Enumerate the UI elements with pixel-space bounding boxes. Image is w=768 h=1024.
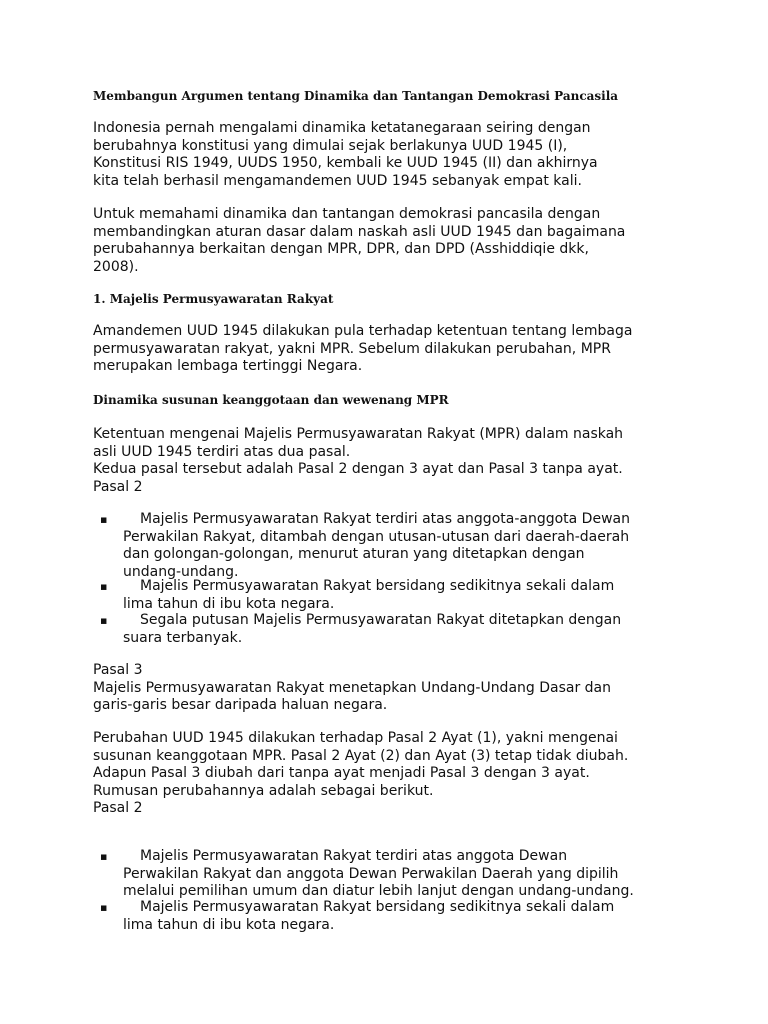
text-line: Majelis Permusyawaratan Rakyat menetapkan Undang-Undang Dasar dan [93, 679, 612, 696]
text-line: Kedua pasal tersebut adalah Pasal 2 dengan 3 ayat dan Pasal 3 tanpa ayat. [93, 461, 623, 477]
bullet-icon: ▪ [100, 580, 108, 593]
text-line: Majelis Permusyawaratan Rakyat bersidang sedikitnya sekali dalam [140, 899, 615, 915]
section-heading-mpr: 1. Majelis Permusyawaratan Rakyat [93, 292, 334, 306]
text-line: Adapun Pasal 3 diubah dari tanpa ayat menjadi Pasal 3 dengan 3 ayat. [93, 765, 590, 781]
text-line: Konstitusi RIS 1949, UUDS 1950, kembali ke UUD 1945 (II) dan akhirnya [93, 155, 598, 171]
text-line: Majelis Permusyawaratan Rakyat bersidang sedikitnya sekali dalam [140, 578, 615, 594]
text-line: Perwakilan Rakyat dan anggota Dewan Perwakilan Daerah yang dipilih [123, 865, 619, 882]
text-line: lima tahun di ibu kota negara. [123, 595, 335, 612]
text-line: lima tahun di ibu kota negara. [123, 916, 335, 933]
bullet-icon: ▪ [100, 513, 108, 526]
text-line: Indonesia pernah mengalami dinamika ketatanegaraan seiring dengan [93, 120, 591, 136]
paragraph-changes [93, 730, 628, 818]
text-line: Pasal 3 [93, 662, 143, 678]
text-line: kita telah berhasil mengamandemen UUD 1945 sebanyak empat kali. [93, 172, 582, 189]
text-line: suara terbanyak. [123, 629, 243, 646]
paragraph-intro [93, 120, 598, 190]
list-item-text [123, 612, 621, 647]
bullet-icon: ▪ [100, 901, 108, 914]
text-line: Perubahan UUD 1945 dilakukan terhadap Pasal 2 Ayat (1), yakni mengenai [93, 730, 618, 746]
text-line: asli UUD 1945 terdiri atas dua pasal. [93, 443, 351, 460]
paragraph-purpose [93, 206, 625, 276]
text-line: merupakan lembaga tertinggi Negara. [93, 358, 363, 374]
text-line: berubahnya konstitusi yang dimulai sejak berlakunya UUD 1945 (I), [93, 137, 568, 154]
text-line: membandingkan aturan dasar dalam naskah asli UUD 1945 dan bagaimana [93, 223, 626, 240]
text-line: Majelis Permusyawaratan Rakyat terdiri atas anggota-anggota Dewan [140, 511, 630, 527]
list-item-text [123, 578, 614, 613]
paragraph-provisions [93, 426, 623, 496]
bullet-icon: ▪ [100, 614, 108, 627]
list-item-text [123, 899, 614, 934]
text-line: Segala putusan Majelis Permusyawaratan Rakyat ditetapkan dengan [140, 612, 622, 628]
text-line: Untuk memahami dinamika dan tantangan demokrasi pancasila dengan [93, 206, 601, 222]
document-title: Membangun Argumen tentang Dinamika dan Tantangan Demokrasi Pancasila [93, 89, 619, 103]
text-line: Rumusan perubahannya adalah sebagai berikut. [93, 782, 434, 799]
text-line: perubahannya berkaitan dengan MPR, DPR, dan DPD (Asshiddiqie dkk, [93, 241, 589, 257]
bullet-icon: ▪ [100, 850, 108, 863]
paragraph-pasal3 [93, 662, 611, 715]
subsection-heading: Dinamika susunan keanggotaan dan wewenang MPR [93, 393, 449, 407]
text-line: Pasal 2 [93, 800, 143, 816]
text-line: melalui pemilihan umum dan diatur lebih lanjut dengan undang-undang. [123, 883, 634, 899]
text-line: garis-garis besar daripada haluan negara. [93, 697, 388, 713]
text-line: Pasal 2 [93, 478, 143, 495]
text-line: Ketentuan mengenai Majelis Permusyawaratan Rakyat (MPR) dalam naskah [93, 426, 624, 442]
text-line: susunan keanggotaan MPR. Pasal 2 Ayat (2) dan Ayat (3) tetap tidak diubah. [93, 747, 629, 764]
text-line: Perwakilan Rakyat, ditambah dengan utusan-utusan dari daerah-daerah [123, 528, 630, 545]
text-line: dan golongan-golongan, menurut aturan yang ditetapkan dengan [123, 546, 585, 562]
text-line: Majelis Permusyawaratan Rakyat terdiri atas anggota Dewan [140, 848, 568, 864]
text-line: 2008). [93, 258, 139, 275]
text-line: permusyawaratan rakyat, yakni MPR. Sebelum dilakukan perubahan, MPR [93, 340, 611, 357]
list-item-text [123, 848, 634, 901]
paragraph-amendment [93, 323, 632, 376]
list-item-text [123, 511, 630, 581]
text-line: undang-undang. [123, 563, 239, 580]
text-line: Amandemen UUD 1945 dilakukan pula terhadap ketentuan tentang lembaga [93, 323, 633, 339]
